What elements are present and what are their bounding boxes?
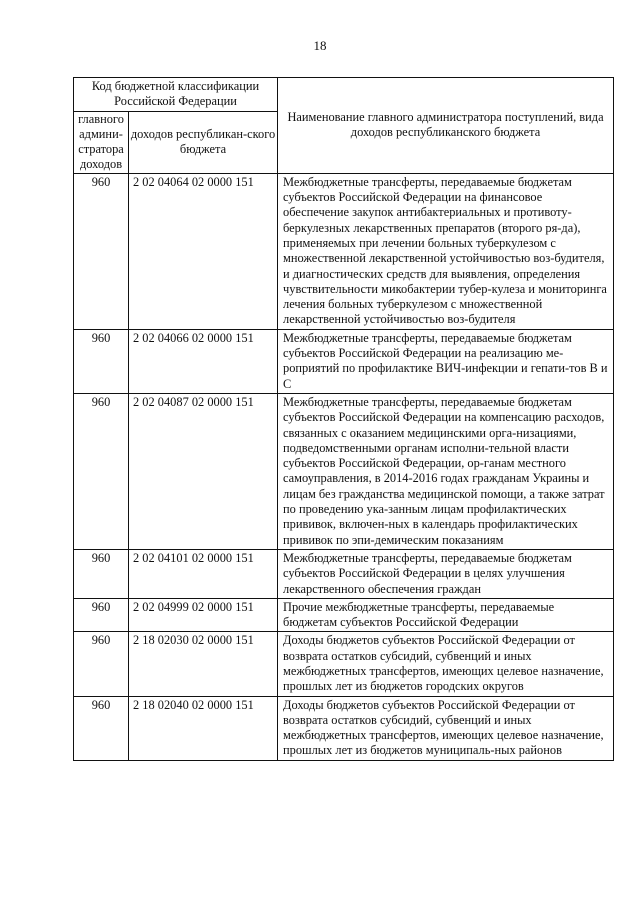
table-row	[74, 329, 614, 393]
income-code-cell: 2 02 04066 02 0000 151	[129, 329, 278, 393]
admin-code-cell: 960	[74, 173, 129, 329]
table-row	[74, 393, 614, 549]
income-name-cell: Прочие межбюджетные трансферты, передаваемые бюджетам субъектов Российской Федерации	[278, 598, 614, 632]
income-code-cell: 2 02 04087 02 0000 151	[129, 393, 278, 549]
table-row	[74, 549, 614, 598]
income-code-cell: 2 18 02040 02 0000 151	[129, 696, 278, 760]
table-header	[74, 78, 614, 174]
header-code-group: Код бюджетной классификации Российской Федерации	[74, 78, 278, 112]
budget-classification-table	[73, 77, 614, 761]
admin-code-cell: 960	[74, 393, 129, 549]
table-row	[74, 598, 614, 632]
admin-code-cell: 960	[74, 549, 129, 598]
income-code-cell: 2 02 04999 02 0000 151	[129, 598, 278, 632]
table-row	[74, 173, 614, 329]
table-body	[74, 173, 614, 760]
income-name-cell: Доходы бюджетов субъектов Российской Федерации от возврата остатков субсидий, субвенций и иных межбюджетных трансфертов, имеющих целевое назначение, прошлых лет из бюджетов муниципаль-ных районов	[278, 696, 614, 760]
income-code-cell: 2 02 04064 02 0000 151	[129, 173, 278, 329]
admin-code-cell: 960	[74, 329, 129, 393]
income-name-cell: Межбюджетные трансферты, передаваемые бюджетам субъектов Российской Федерации на реализацию ме-роприятий по профилактике ВИЧ-инфекции и гепати-тов В и С	[278, 329, 614, 393]
income-name-cell: Межбюджетные трансферты, передаваемые бюджетам субъектов Российской Федерации на компенсацию расходов, связанных с оказанием медицинскими орга-низациями, подведомственными органам исполни-тельной власти субъектов Российской Федерации, ор-ганам местного самоуправления, в 2014-2016 годах гражданам Украины и лицам без гражданства медицинской помощи, а также затрат по проведению ука-занным лицам профилактических прививок, включен-ных в календарь профилактических прививок по эпи-демическим показаниям	[278, 393, 614, 549]
table-row	[74, 696, 614, 760]
admin-code-cell: 960	[74, 598, 129, 632]
income-code-cell: 2 02 04101 02 0000 151	[129, 549, 278, 598]
header-income-column: доходов республикан-ского бюджета	[129, 111, 278, 173]
income-name-cell: Межбюджетные трансферты, передаваемые бюджетам субъектов Российской Федерации в целях улучшения лекарственного обеспечения граждан	[278, 549, 614, 598]
admin-code-cell: 960	[74, 632, 129, 696]
table-row	[74, 632, 614, 696]
admin-code-cell: 960	[74, 696, 129, 760]
header-name-column: Наименование главного администратора поступлений, вида доходов республиканского бюджета	[278, 78, 614, 174]
income-name-cell: Межбюджетные трансферты, передаваемые бюджетам субъектов Российской Федерации на финансовое обеспечение закупок антибактериальных и противоту-беркулезных лекарственных препаратов (второго ря-да), применяемых при лечении больных туберкулезом с множественной лекарственной устойчивостью воз-будителя, и диагностических средств для выявления, определения чувствительности микобактерии тубер-кулеза и мониторинга лечения больных туберкулезом с множественной лекарственной устойчивостью воз-будителя	[278, 173, 614, 329]
income-code-cell: 2 18 02030 02 0000 151	[129, 632, 278, 696]
income-name-cell: Доходы бюджетов субъектов Российской Федерации от возврата остатков субсидий, субвенций и иных межбюджетных трансфертов, имеющих целевое назначение, прошлых лет из бюджетов городских округов	[278, 632, 614, 696]
header-admin-column: главного админи-стратора доходов	[74, 111, 129, 173]
page-number: 18	[313, 38, 327, 53]
